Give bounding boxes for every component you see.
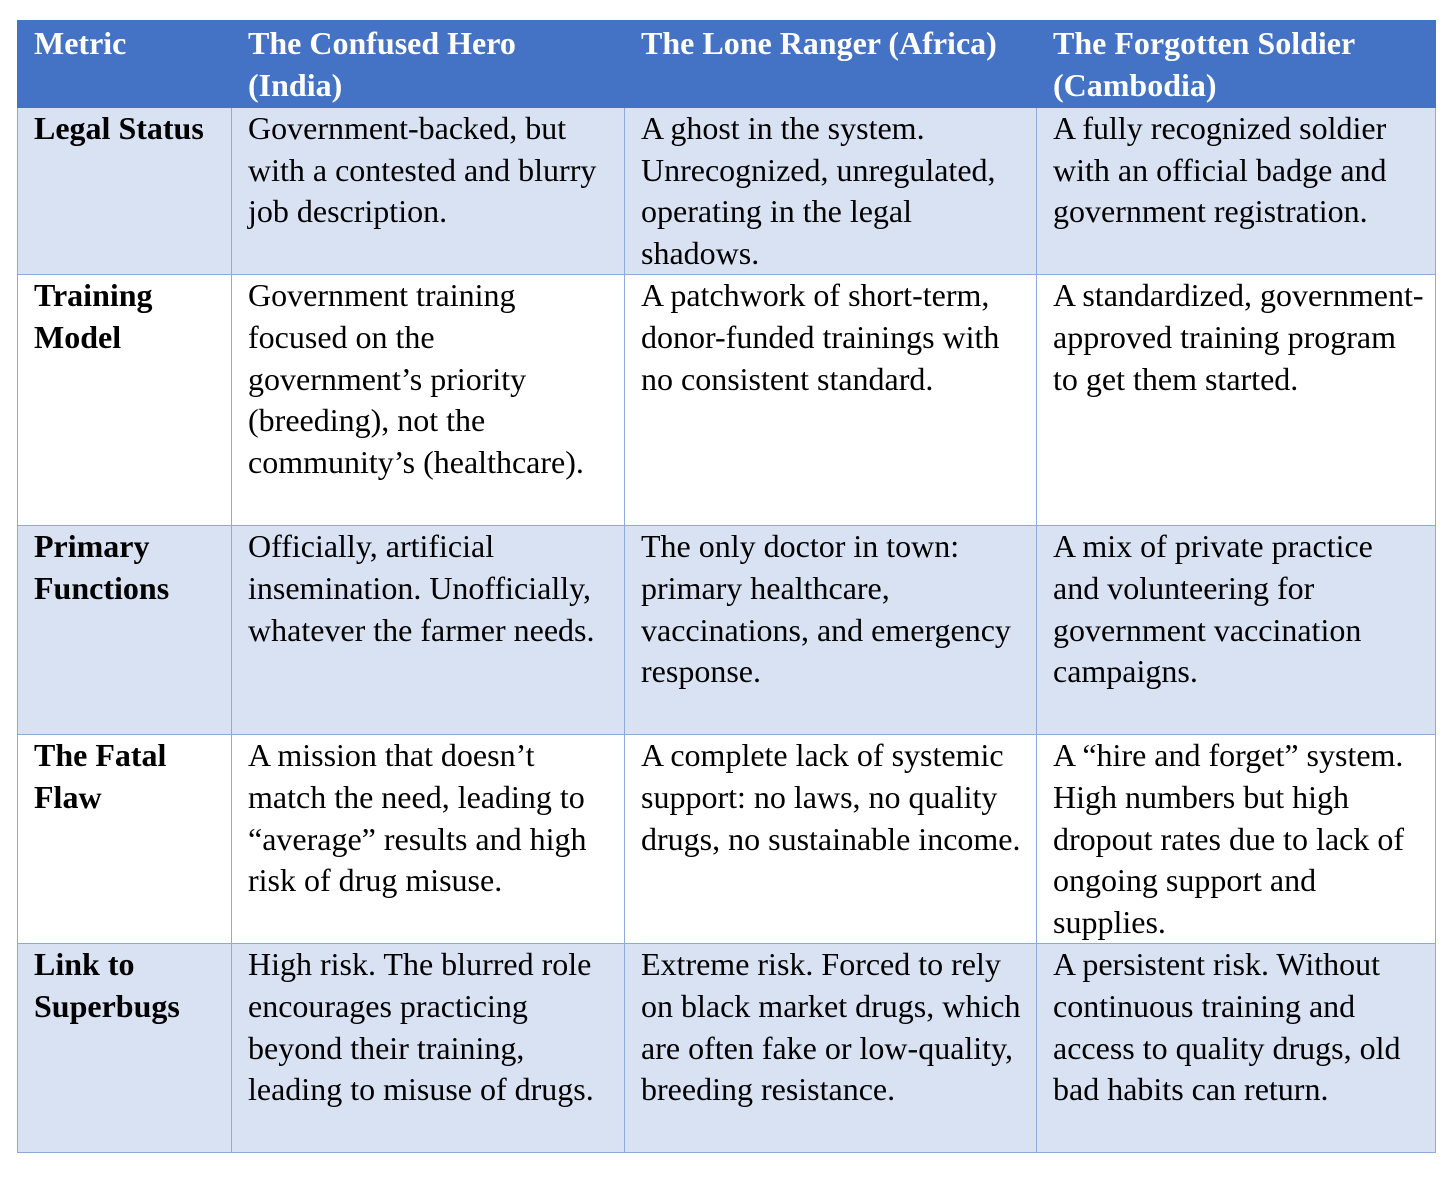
- india-cell: Officially, artificial insemination. Unofficially, whatever the farmer needs.: [232, 526, 625, 735]
- africa-cell: A complete lack of systemic support: no laws, no quality drugs, no sustainable income.: [625, 735, 1037, 944]
- metric-cell: Link to Superbugs: [18, 944, 232, 1153]
- table-row-legal-status: [18, 108, 1436, 275]
- cambodia-cell: A fully recognized soldier with an official badge and government registration.: [1037, 108, 1436, 275]
- table-row-fatal-flaw: [18, 735, 1436, 944]
- header-india: The Confused Hero (India): [232, 21, 625, 108]
- africa-cell: A ghost in the system. Unrecognized, unregulated, operating in the legal shadows.: [625, 108, 1037, 275]
- metric-cell: The Fatal Flaw: [18, 735, 232, 944]
- header-metric: Metric: [18, 21, 232, 108]
- header-cambodia: The Forgotten Soldier (Cambodia): [1037, 21, 1436, 108]
- metric-cell: Primary Functions: [18, 526, 232, 735]
- table-row-training-model: [18, 275, 1436, 526]
- header-africa: The Lone Ranger (Africa): [625, 21, 1037, 108]
- africa-cell: Extreme risk. Forced to rely on black market drugs, which are often fake or low-quality, breeding resistance.: [625, 944, 1037, 1153]
- metric-cell: Legal Status: [18, 108, 232, 275]
- india-cell: Government-backed, but with a contested and blurry job description.: [232, 108, 625, 275]
- comparison-table: [17, 20, 1436, 1153]
- metric-cell: Training Model: [18, 275, 232, 526]
- table-row-primary-functions: [18, 526, 1436, 735]
- comparison-table-container: [17, 20, 1435, 1153]
- table-header: [18, 21, 1436, 108]
- india-cell: High risk. The blurred role encourages practicing beyond their training, leading to misuse of drugs.: [232, 944, 625, 1153]
- india-cell: Government training focused on the government’s priority (breeding), not the community’s (healthcare).: [232, 275, 625, 526]
- table-row-link-to-superbugs: [18, 944, 1436, 1153]
- cambodia-cell: A “hire and forget” system. High numbers but high dropout rates due to lack of ongoing support and supplies.: [1037, 735, 1436, 944]
- cambodia-cell: A mix of private practice and volunteering for government vaccination campaigns.: [1037, 526, 1436, 735]
- table-body: [18, 108, 1436, 1153]
- india-cell: A mission that doesn’t match the need, leading to “average” results and high risk of drug misuse.: [232, 735, 625, 944]
- cambodia-cell: A standardized, government-approved training program to get them started.: [1037, 275, 1436, 526]
- cambodia-cell: A persistent risk. Without continuous training and access to quality drugs, old bad habits can return.: [1037, 944, 1436, 1153]
- africa-cell: The only doctor in town: primary healthcare, vaccinations, and emergency response.: [625, 526, 1037, 735]
- africa-cell: A patchwork of short-term, donor-funded trainings with no consistent standard.: [625, 275, 1037, 526]
- header-row: [18, 21, 1436, 108]
